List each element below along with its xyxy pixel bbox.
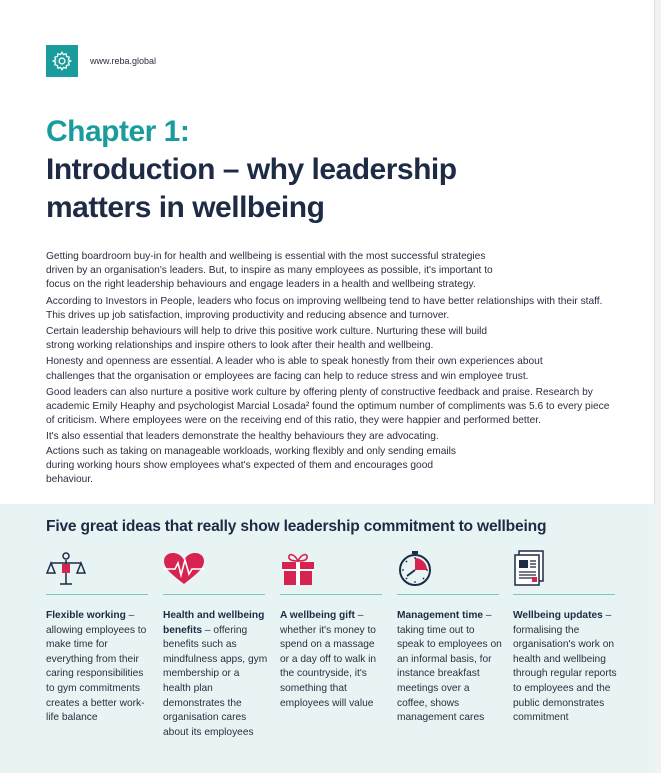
idea-wellbeing-updates [513,550,618,726]
gear-icon [51,50,73,72]
idea-text: – taking time out to speak to employees on an informal basis, for instance breakfast meetings over a coffee, shows management cares [397,610,502,724]
heartbeat-icon [163,552,205,586]
paragraph: Honesty and openness are essential. A leader who is able to speak honestly from their own experiences about challenges that the organisation or employees are facing can help to reduce stress and win employee trust. [46,356,543,382]
ideas-panel [0,504,655,773]
idea-heading: Wellbeing updates [513,610,603,621]
idea-heading: Flexible working [46,610,126,621]
logo [46,45,78,77]
idea-heading: Management time [397,610,484,621]
chapter-title [46,113,606,227]
idea-heading: Health and wellbeing benefits [163,610,265,636]
paragraph: Good leaders can also nurture a positive work culture by offering plenty of constructive feedback and praise. Research by academic Emily Heaphy and psychologist Marcial Losada² found the optimum number of compliments was 5.6 to every piece of criticism. Where employees were on the receiving end of this ratio, they were happier and performed better. [46,386,610,427]
title-line-1: Introduction – why leadership [46,153,457,186]
paragraph: Getting boardroom buy-in for health and wellbeing is essential with the most successful strategies driven by an organisation's leaders. But, to inspire as many employees as possible, it's important to focus on the right leadership behaviours and engage leaders in a health and wellbeing strategy. [46,251,493,291]
idea-management-time [397,550,502,726]
idea-wellbeing-gift [280,550,385,711]
idea-text: – offering benefits such as mindfulness apps, gym membership or a health plan demonstrates the organisation cares about its employees [163,624,268,738]
paragraph: According to Investors in People, leaders who focus on improving wellbeing tend to have better relationships with their staff. This drives up job satisfaction, improving productivity and reducing absence and turnover. [46,295,603,321]
idea-heading: A wellbeing gift [280,610,355,621]
ideas-panel-title: Five great ideas that really show leadership commitment to wellbeing [46,518,547,535]
paragraph: Certain leadership behaviours will help to drive this positive work culture. Nurturing these will build strong working relationships and inspire others to look after their health and wellbeing. [46,326,488,352]
report-document-icon [513,550,545,586]
title-line-2: matters in wellbeing [46,191,325,224]
gift-icon [280,550,316,586]
page-header [46,45,156,77]
idea-text: – allowing employees to make time for everything from their caring responsibilities to gym commitments creates a better work-life balance [46,610,147,724]
idea-text: – formalising the organisation's work on health and wellbeing through regular reports to employees and the public demonstrates commitment [513,610,617,724]
page-edge [655,0,661,773]
idea-flexible-working [46,550,151,726]
stopwatch-icon [397,550,433,586]
chapter-label: Chapter 1: [46,115,190,148]
site-url[interactable]: www.reba.global [90,56,157,66]
idea-health-benefits [163,550,268,740]
body-text [46,250,611,489]
paragraph: It's also essential that leaders demonstrate the healthy behaviours they are advocating. Actions such as taking on manageable workloads, working flexibly and only sending emails during working hours show employees what's expected of them and encourages good behaviour. [46,431,456,486]
balance-scale-person-icon [46,552,86,586]
idea-text: – whether it's money to spend on a massage or a day off to walk in the countryside, it's something that employees will value [280,610,377,709]
